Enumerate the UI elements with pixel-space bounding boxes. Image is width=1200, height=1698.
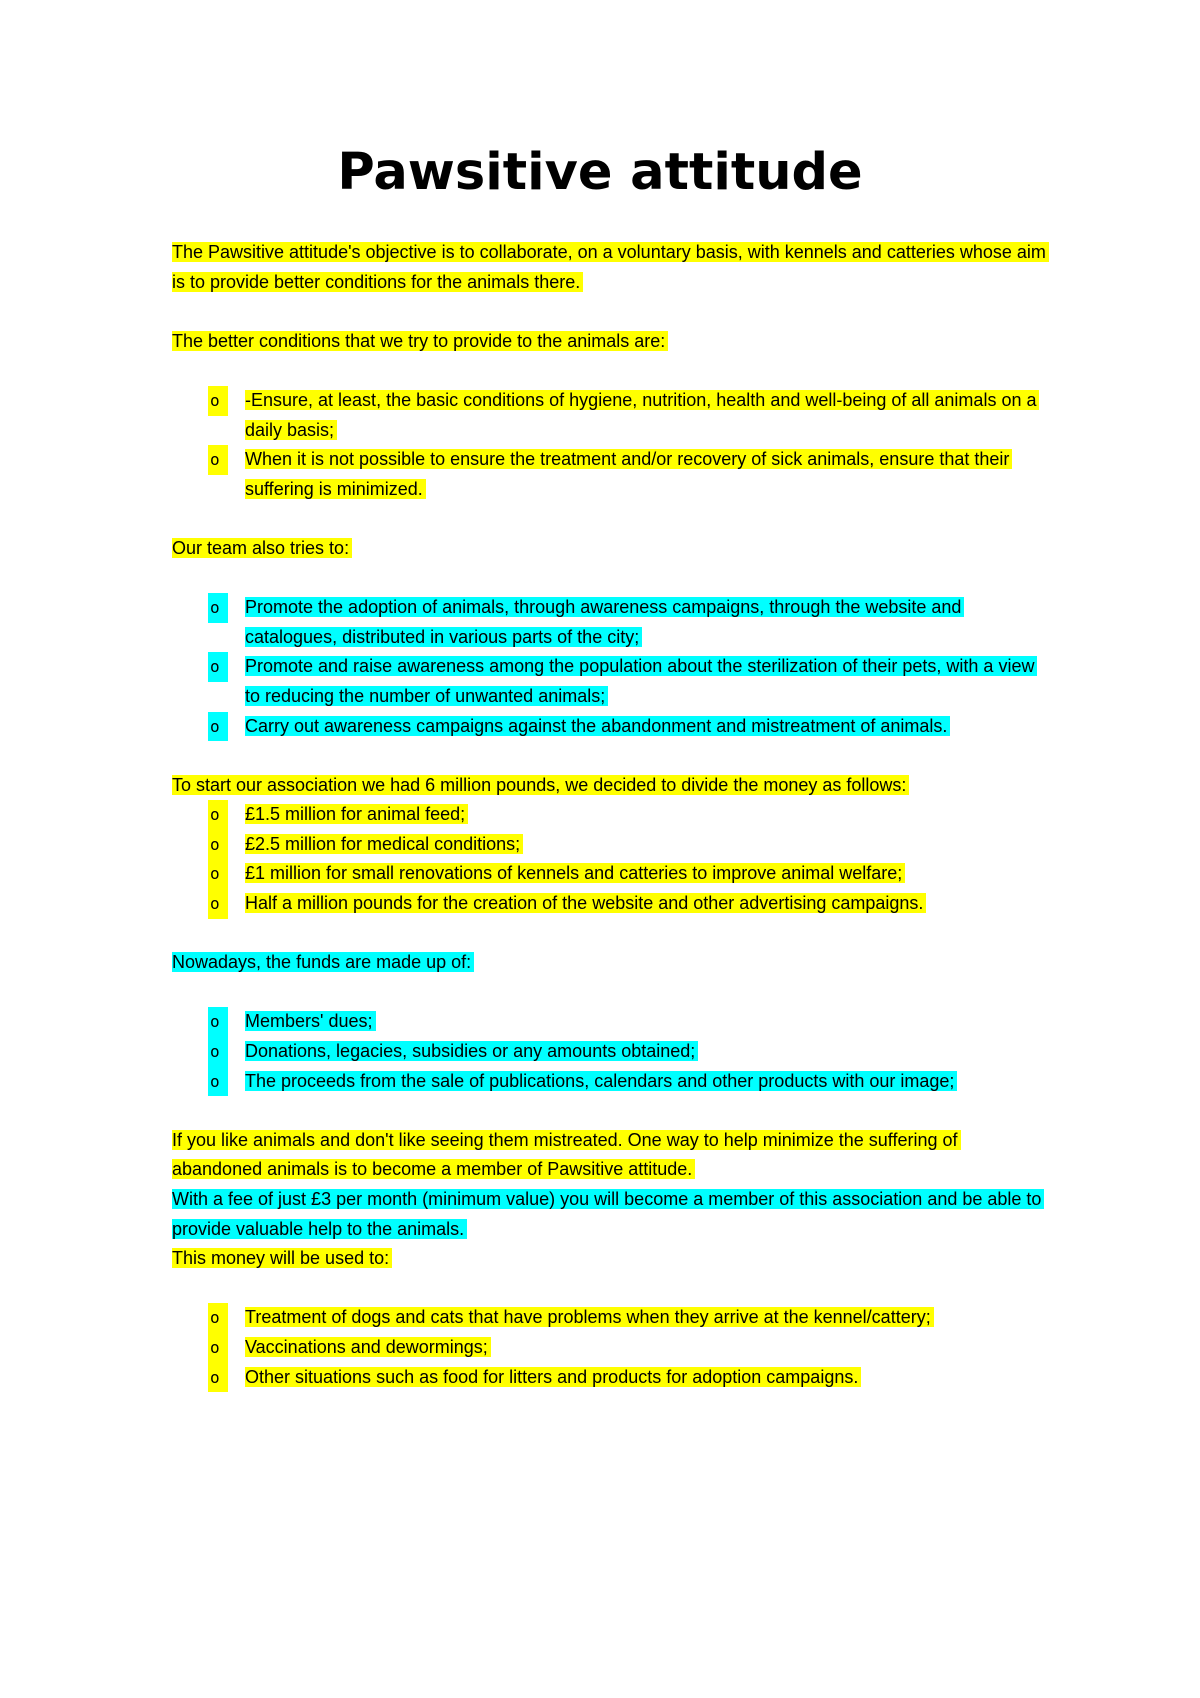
bullet-icon: o	[208, 386, 228, 416]
list-item-text: Treatment of dogs and cats that have problems when they arrive at the kennel/cattery;	[245, 1307, 934, 1327]
bullet-icon: o	[208, 859, 228, 889]
list-item	[172, 445, 1052, 504]
list-item	[172, 800, 1052, 830]
list-item-text: £1 million for small renovations of kennels and catteries to improve animal welfare;	[245, 863, 905, 883]
list-item	[172, 1333, 1052, 1363]
intro-paragraph	[172, 238, 1052, 297]
list-item-text: Carry out awareness campaigns against the abandonment and mistreatment of animals.	[245, 716, 950, 736]
money-heading-text: This money will be used to:	[172, 1248, 392, 1268]
membership-paragraph-1	[172, 1126, 1052, 1185]
list-item	[172, 859, 1052, 889]
list-item-text: Half a million pounds for the creation of the website and other advertising campaigns.	[245, 893, 926, 913]
funds-start-heading	[172, 771, 1052, 801]
list-item	[172, 889, 1052, 919]
funds-now-heading-text: Nowadays, the funds are made up of:	[172, 952, 474, 972]
membership-text-2: With a fee of just £3 per month (minimum value) you will become a member of this association and be able to provide valuable help to the animals.	[172, 1189, 1044, 1239]
bullet-icon: o	[208, 445, 228, 475]
bullet-icon: o	[208, 800, 228, 830]
list-item-text: Other situations such as food for litters and products for adoption campaigns.	[245, 1367, 861, 1387]
money-list	[172, 1303, 1052, 1392]
bullet-icon: o	[208, 1007, 228, 1037]
membership-text-1: If you like animals and don't like seeing them mistreated. One way to help minimize the suffering of abandoned animals is to become a member of Pawsitive attitude.	[172, 1130, 961, 1180]
bullet-icon: o	[208, 652, 228, 682]
money-heading	[172, 1244, 1052, 1274]
list-item	[172, 1303, 1052, 1333]
bullet-icon: o	[208, 712, 228, 742]
list-item	[172, 1363, 1052, 1393]
document-title: Pawsitive attitude	[337, 143, 863, 202]
bullet-icon: o	[208, 1303, 228, 1333]
list-item-text: £2.5 million for medical conditions;	[245, 834, 523, 854]
funds-start-heading-text: To start our association we had 6 million pounds, we decided to divide the money as follows:	[172, 775, 909, 795]
list-item-text: -Ensure, at least, the basic conditions of hygiene, nutrition, health and well-being of all animals on a daily basis;	[245, 390, 1039, 440]
list-item-text: When it is not possible to ensure the treatment and/or recovery of sick animals, ensure that their suffering is minimized.	[245, 449, 1012, 499]
funds-now-list	[172, 1007, 1052, 1096]
list-item-text: £1.5 million for animal feed;	[245, 804, 468, 824]
bullet-icon: o	[208, 889, 228, 919]
list-item-text: Donations, legacies, subsidies or any amounts obtained;	[245, 1041, 698, 1061]
list-item	[172, 1037, 1052, 1067]
intro-text: The Pawsitive attitude's objective is to collaborate, on a voluntary basis, with kennels and catteries whose aim is to provide better conditions for the animals there.	[172, 242, 1049, 292]
team-list	[172, 593, 1052, 741]
list-item	[172, 1007, 1052, 1037]
conditions-heading-text: The better conditions that we try to provide to the animals are:	[172, 331, 668, 351]
list-item	[172, 593, 1052, 652]
conditions-list	[172, 386, 1052, 504]
funds-now-heading	[172, 948, 1052, 978]
list-item	[172, 1067, 1052, 1097]
bullet-icon: o	[208, 1333, 228, 1363]
list-item-text: Promote and raise awareness among the population about the sterilization of their pets, with a view to reducing the number of unwanted animals;	[245, 656, 1037, 706]
list-item-text: Vaccinations and dewormings;	[245, 1337, 491, 1357]
bullet-icon: o	[208, 593, 228, 623]
document-body	[172, 238, 1052, 1392]
bullet-icon: o	[208, 1363, 228, 1393]
bullet-icon: o	[208, 1067, 228, 1097]
list-item	[172, 712, 1052, 742]
list-item	[172, 386, 1052, 445]
list-item-text: The proceeds from the sale of publications, calendars and other products with our image;	[245, 1071, 957, 1091]
bullet-icon: o	[208, 830, 228, 860]
list-item	[172, 652, 1052, 711]
team-heading	[172, 534, 1052, 564]
list-item-text: Promote the adoption of animals, through awareness campaigns, through the website and catalogues, distributed in various parts of the city;	[245, 597, 964, 647]
conditions-heading	[172, 327, 1052, 357]
list-item	[172, 830, 1052, 860]
funds-start-list	[172, 800, 1052, 918]
team-heading-text: Our team also tries to:	[172, 538, 352, 558]
list-item-text: Members' dues;	[245, 1011, 376, 1031]
bullet-icon: o	[208, 1037, 228, 1067]
membership-paragraph-2	[172, 1185, 1052, 1244]
